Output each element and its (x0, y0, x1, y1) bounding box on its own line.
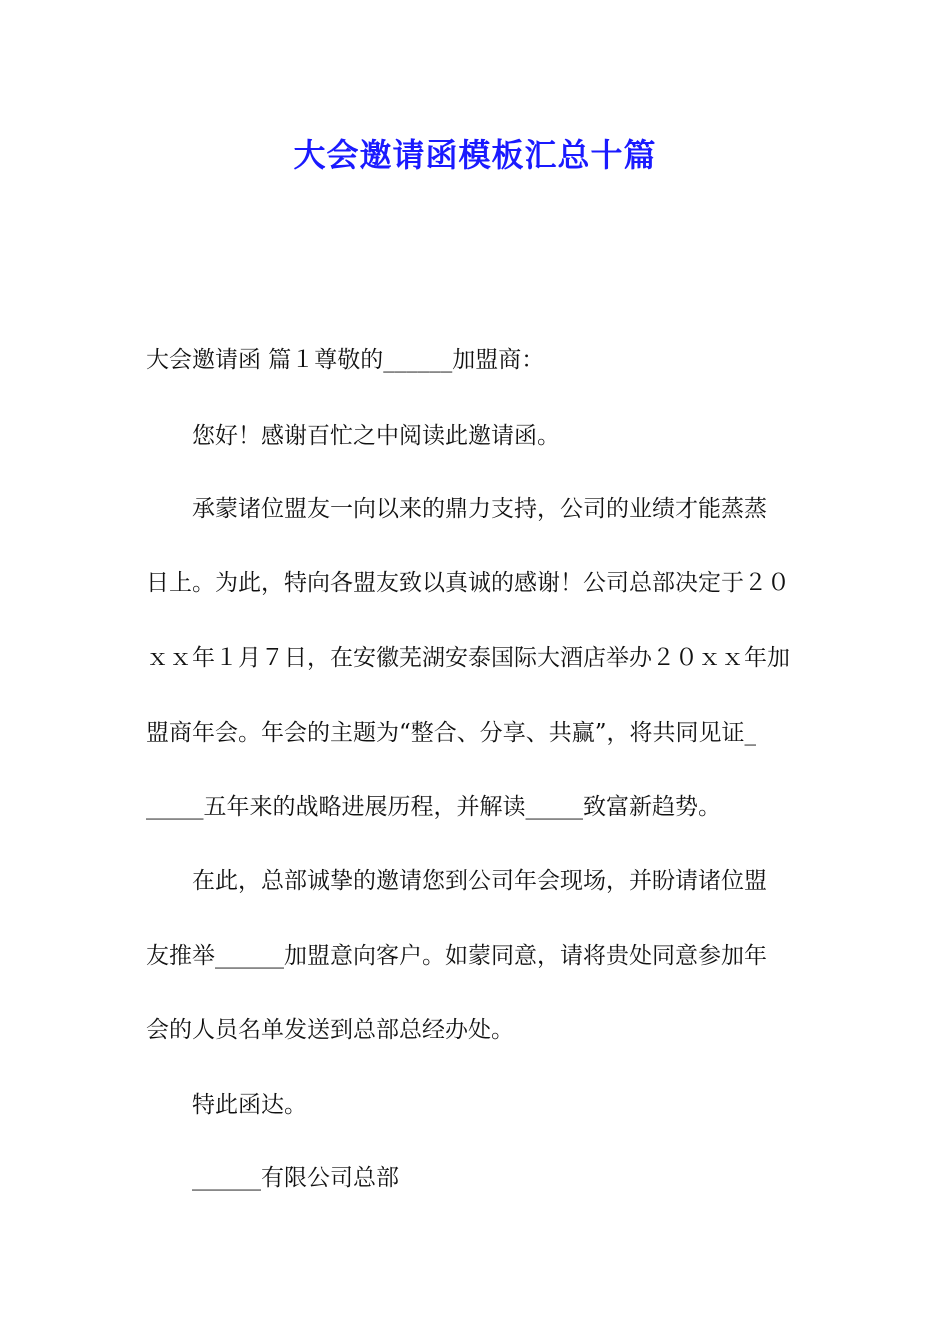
signature-line: ______有限公司总部 (192, 1165, 399, 1191)
document-title: 大会邀请函模板汇总十篇 (293, 136, 657, 174)
paragraph-2-line-1: 在此，总部诚挚的邀请您到公司年会现场，并盼请诸位盟 (192, 868, 767, 894)
closing-line: 特此函达。 (192, 1092, 307, 1118)
paragraph-2-line-3: 会的人员名单发送到总部总经办处。 (146, 1017, 514, 1043)
paragraph-2-line-2: 友推举______加盟意向客户。如蒙同意，请将贵处同意参加年 (146, 943, 767, 969)
greeting-line: 您好！感谢百忙之中阅读此邀请函。 (192, 423, 560, 449)
paragraph-1-line-4: 盟商年会。年会的主题为“整合、分享、共赢”，将共同见证_ (146, 720, 757, 746)
salutation-line: 大会邀请函 篇１尊敬的______加盟商： (146, 347, 545, 373)
paragraph-1-line-5: _____五年来的战略进展历程，并解读_____致富新趋势。 (146, 794, 721, 820)
paragraph-1-line-1: 承蒙诸位盟友一向以来的鼎力支持，公司的业绩才能蒸蒸 (192, 496, 767, 522)
paragraph-1-line-2: 日上。为此，特向各盟友致以真诚的感谢！公司总部决定于２０ (146, 570, 790, 596)
paragraph-1-line-3: ｘｘ年１月７日，在安徽芜湖安泰国际大酒店举办２０ｘｘ年加 (146, 645, 790, 671)
